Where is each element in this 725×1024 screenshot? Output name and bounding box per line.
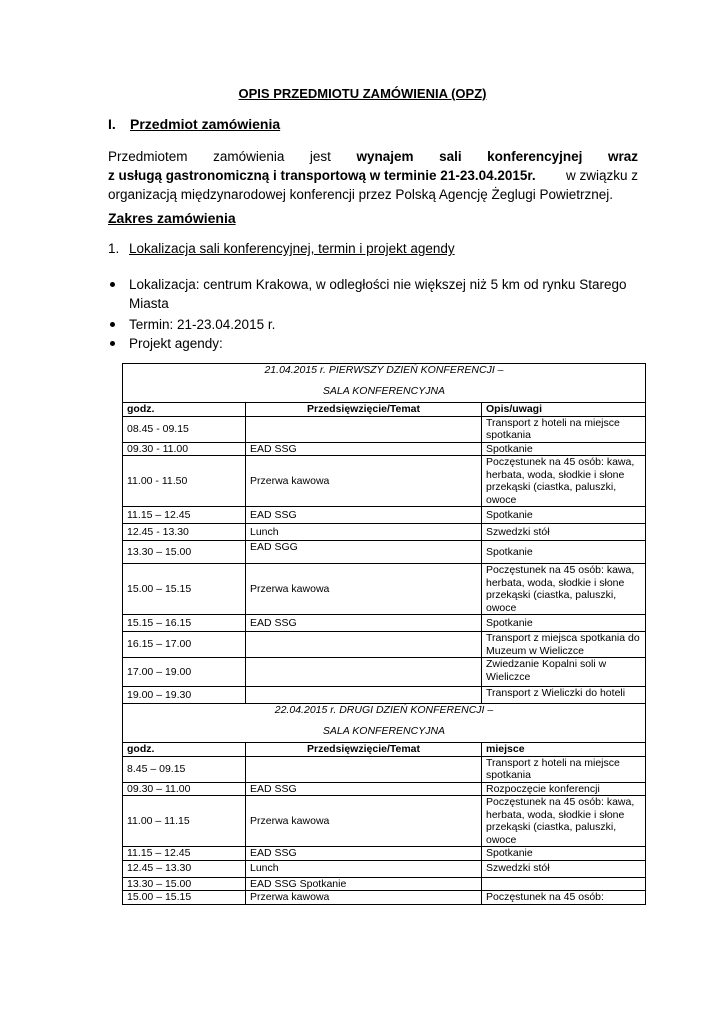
room-name: SALA KONFERENCYJNA [322,724,446,737]
topic-cell [246,416,482,442]
notes-cell: Spotkanie [482,442,646,456]
notes-cell: Transport z hoteli na miejsce spotkania [482,756,646,782]
time-cell: 09.30 – 11.00 [123,782,246,796]
bullet-icon [110,282,115,287]
bullet-text: Lokalizacja: centrum Krakowa, w odległości nie większej niż 5 km od rynku Starego Miasta [129,277,627,311]
notes-cell: Transport z hoteli na miejsce spotkania [482,416,646,442]
table-row [123,658,646,687]
intro-paragraph [108,147,638,204]
time-cell: 11.15 – 12.45 [123,507,246,524]
topic-cell [246,756,482,782]
intro-word: sali [439,149,462,164]
time-cell: 12.45 – 13.30 [123,860,246,877]
notes-cell: Spotkanie [482,541,646,564]
day-heading-row [123,704,646,743]
bullet-text: Projekt agendy: [129,336,223,351]
document-title: OPIS PRZEDMIOTU ZAMÓWIENIA (OPZ) [238,86,487,101]
intro-line-2 [108,166,638,185]
bullet-item [108,315,648,334]
table-row [123,524,646,541]
topic-cell: Lunch [246,860,482,877]
topic-cell: EAD SSG [246,507,482,524]
time-cell: 15.15 – 16.15 [123,615,246,632]
column-header: miejsce [482,743,646,757]
time-cell: 13.30 – 15.00 [123,541,246,564]
time-cell: 8.45 – 09.15 [123,756,246,782]
intro-word: konferencyjnej [487,149,583,164]
intro-text: w związku z [565,168,638,183]
topic-cell: EAD SSG [246,782,482,796]
time-cell: 11.15 – 12.45 [123,847,246,861]
column-header: Przedsięwzięcie/Temat [246,743,482,757]
table-row [123,442,646,456]
table-row [123,687,646,704]
agenda-table [122,363,646,905]
notes-cell: Poczęstunek na 45 osób: [482,891,646,905]
time-cell: 17.00 – 19.00 [123,658,246,687]
topic-cell: Przerwa kawowa [246,796,482,847]
topic-cell: Lunch [246,524,482,541]
notes-cell: Rozpoczęcie konferencji [482,782,646,796]
notes-cell [482,877,646,891]
intro-word: Przedmiotem [108,149,188,164]
topic-cell [246,658,482,687]
section-heading [108,116,280,132]
intro-line-3: organizacją międzynarodowej konferencji przez Polską Agencję Żeglugi Powietrznej. [108,187,614,202]
intro-word: wraz [607,149,638,164]
scope-heading: Zakres zamówienia [108,210,236,226]
time-cell: 16.15 – 17.00 [123,632,246,658]
bullet-icon [110,322,115,327]
table-header-row [123,403,646,417]
topic-cell: EAD SSG [246,847,482,861]
day-heading-row [123,364,646,403]
notes-cell: Szwedzki stół [482,860,646,877]
topic-cell: EAD SSG [246,615,482,632]
time-cell: 09.30 - 11.00 [123,442,246,456]
intro-word: wynajem [356,149,414,164]
notes-cell: Spotkanie [482,615,646,632]
table-row [123,756,646,782]
table-row [123,847,646,861]
column-header: Opis/uwagi [482,403,646,417]
topic-cell: EAD SSG [246,442,482,456]
table-row [123,507,646,524]
notes-cell: Spotkanie [482,507,646,524]
table-row [123,564,646,615]
column-header: Przedsięwzięcie/Temat [246,403,482,417]
table-row [123,877,646,891]
table-row [123,632,646,658]
notes-cell: Poczęstunek na 45 osób: kawa, herbata, woda, słodkie i słone przekąski (ciastka, paluszki, owoce [482,456,646,507]
topic-cell: EAD SGG [246,541,482,564]
table-header-row [123,743,646,757]
time-cell: 08.45 - 09.15 [123,416,246,442]
section-label: Przedmiot zamówienia [130,116,281,132]
intro-line-1 [108,147,638,166]
table-row [123,615,646,632]
notes-cell: Poczęstunek na 45 osób: kawa, herbata, woda, słodkie i słone przekąski (ciastka, paluszki, owoce [482,796,646,847]
notes-cell: Transport z miejsca spotkania do Muzeum w Wieliczce [482,632,646,658]
bullet-icon [110,341,115,346]
numbered-item [108,241,455,256]
time-cell: 13.30 – 15.00 [123,877,246,891]
room-name: SALA KONFERENCYJNA [322,384,446,397]
time-cell: 12.45 - 13.30 [123,524,246,541]
day-heading-cell [123,704,646,743]
topic-cell: EAD SSG Spotkanie [246,877,482,891]
table-row [123,541,646,564]
notes-cell: Transport z Wieliczki do hoteli [482,687,646,704]
item-label: Lokalizacja sali konferencyjnej, termin i projekt agendy [129,241,455,256]
topic-cell: Przerwa kawowa [246,564,482,615]
table-row [123,860,646,877]
bullet-item [108,275,648,313]
notes-cell: Zwiedzanie Kopalni soli w Wieliczce [482,658,646,687]
table-row [123,891,646,905]
topic-cell [246,687,482,704]
intro-bold-text: z usługą gastronomiczną i transportową w terminie 21-23.04.2015r. [108,168,536,183]
time-cell: 15.00 – 15.15 [123,564,246,615]
table-row [123,456,646,507]
time-cell: 15.00 – 15.15 [123,891,246,905]
table-row [123,796,646,847]
topic-cell: Przerwa kawowa [246,456,482,507]
time-cell: 11.00 – 11.15 [123,796,246,847]
notes-cell: Szwedzki stół [482,524,646,541]
notes-cell: Poczęstunek na 45 osób: kawa, herbata, woda, słodkie i słone przekąski (ciastka, paluszki, owoce [482,564,646,615]
intro-word: zamówienia [213,149,285,164]
time-cell: 11.00 - 11.50 [123,456,246,507]
table-row [123,416,646,442]
item-number: 1. [108,241,120,256]
day-heading-cell [123,364,646,403]
intro-word: jest [309,149,331,164]
bullet-list [108,275,648,353]
bullet-item [108,334,648,353]
table-row [123,782,646,796]
bullet-text: Termin: 21-23.04.2015 r. [129,317,276,332]
column-header: godz. [123,743,246,757]
notes-cell: Spotkanie [482,847,646,861]
time-cell: 19.00 – 19.30 [123,687,246,704]
topic-cell [246,632,482,658]
column-header: godz. [123,403,246,417]
topic-cell: Przerwa kawowa [246,891,482,905]
section-number: I. [108,116,116,132]
day-heading: 22.04.2015 r. DRUGI DZIEŃ KONFERENCJI – [274,704,494,716]
day-heading: 21.04.2015 r. PIERWSZY DZIEŃ KONFERENCJI – [264,364,504,376]
